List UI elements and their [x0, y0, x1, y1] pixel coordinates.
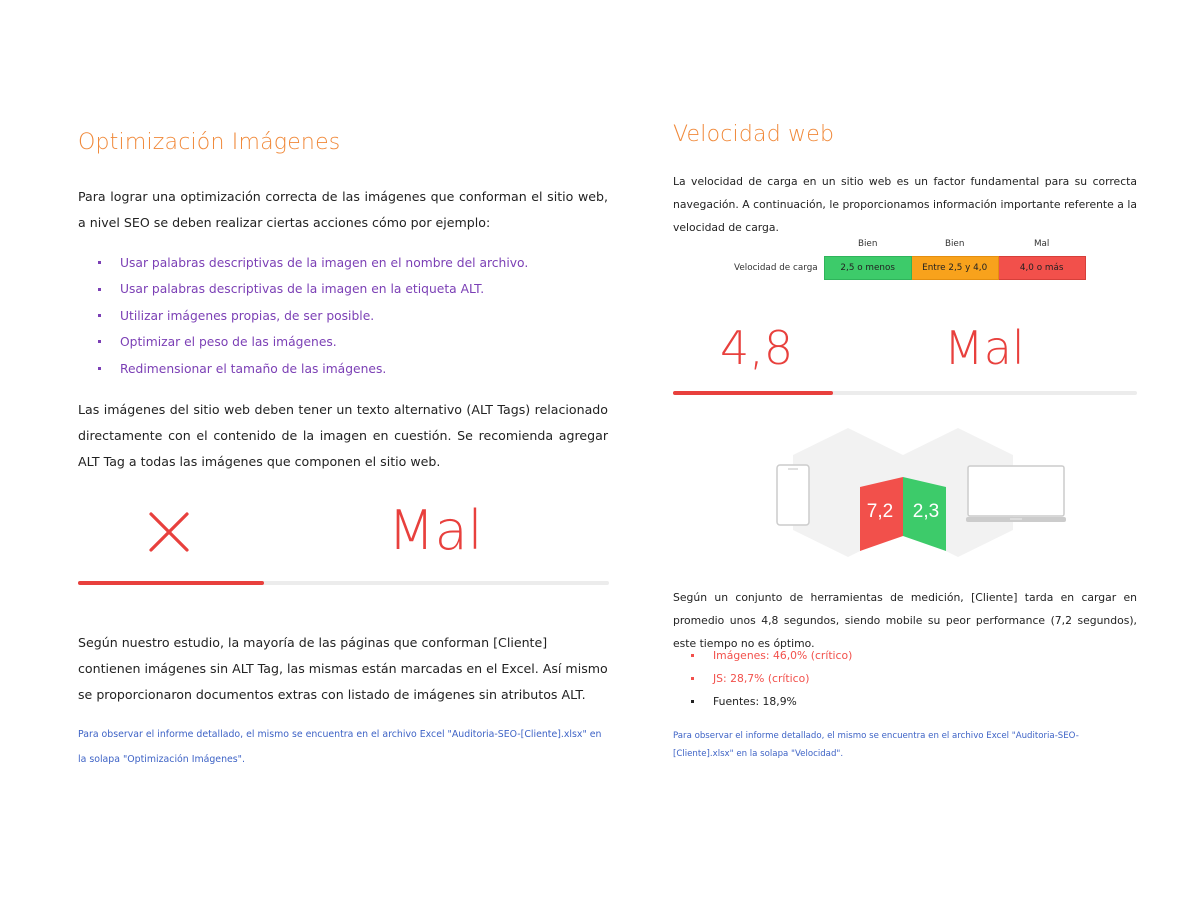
speed-excel-note[interactable]: Para observar el informe detallado, el mismo se encuentra en el archivo Excel "Auditoria-SEO-[Cliente].xlsx" en la solapa "Velocidad". [673, 731, 1079, 759]
speed-thresholds-table [733, 232, 1086, 280]
speed-factors-list [691, 644, 1131, 713]
desktop-score-value: 2,3 [912, 501, 940, 522]
images-recommendations-list [98, 250, 608, 382]
images-rating-label: Mal [388, 499, 483, 562]
speed-intro: La velocidad de carga en un sitio web es un factor fundamental para su correcta navegación. A continuación, le proporcionamos información importante referente a la velocidad de carga. [673, 175, 1137, 234]
speed-cell-bad: 4,0 o más [998, 257, 1085, 280]
smartphone-icon [777, 465, 809, 525]
images-rating-fill [78, 581, 264, 585]
list-item: Usar palabras descriptivas de la imagen en la etiqueta ALT. [98, 276, 608, 302]
speed-rating-fill [673, 391, 833, 395]
mobile-score-value: 7,2 [866, 501, 894, 522]
table-header: Bien [857, 239, 878, 249]
table-header: Mal [1033, 239, 1050, 249]
list-item: Optimizar el peso de las imágenes. [98, 329, 608, 355]
images-section-title: Optimización Imágenes [78, 130, 341, 155]
images-study-paragraph: Según nuestro estudio, la mayoría de las páginas que conforman [Cliente] contienen imágenes sin ALT Tag, las mismas están marcadas en el Excel. Así mismo se proporcionaron documentos extras con listado de imágenes sin atributos ALT. [78, 635, 608, 702]
device-comparison-illustration [760, 425, 1080, 560]
speed-score: 4,8 [720, 321, 794, 375]
speed-rating-label: Mal [944, 321, 1025, 375]
cross-icon [148, 511, 190, 553]
list-item: Redimensionar el tamaño de las imágenes. [98, 356, 608, 382]
images-rating-bar [78, 581, 609, 585]
speed-cell-medium: Entre 2,5 y 4,0 [911, 257, 998, 280]
images-intro: Para lograr una optimización correcta de las imágenes que conforman el sitio web, a nivel SEO se deben realizar ciertas acciones cómo por ejemplo: [78, 189, 608, 230]
alt-tags-paragraph: Las imágenes del sitio web deben tener un texto alternativo (ALT Tags) relacionado directamente con el contenido de la imagen en cuestión. Se recomienda agregar ALT Tag a todas las imágenes que componen el sitio web. [78, 402, 608, 469]
images-excel-note[interactable]: Para observar el informe detallado, el mismo se encuentra en el archivo Excel "Auditoria-SEO-[Cliente].xlsx" en la solapa "Optimización Imágenes". [78, 729, 602, 765]
list-item: Imágenes: 46,0% (crítico) [691, 644, 1131, 667]
speed-cell-good: 2,5 o menos [824, 257, 911, 280]
table-row-label: Velocidad de carga [734, 263, 818, 273]
table-header: Bien [944, 239, 965, 249]
list-item: Utilizar imágenes propias, de ser posible. [98, 303, 608, 329]
table-row [733, 257, 1085, 280]
list-item: JS: 28,7% (crítico) [691, 667, 1131, 690]
laptop-icon [966, 466, 1066, 522]
list-item: Usar palabras descriptivas de la imagen en el nombre del archivo. [98, 250, 608, 276]
speed-section-title: Velocidad web [673, 122, 835, 147]
speed-study-paragraph: Según un conjunto de herramientas de medición, [Cliente] tarda en cargar en promedio unos 4,8 segundos, siendo mobile su peor performance (7,2 segundos), este tiempo no es óptimo. [673, 591, 1137, 650]
speed-rating-bar [673, 391, 1137, 395]
list-item: Fuentes: 18,9% [691, 690, 1131, 713]
